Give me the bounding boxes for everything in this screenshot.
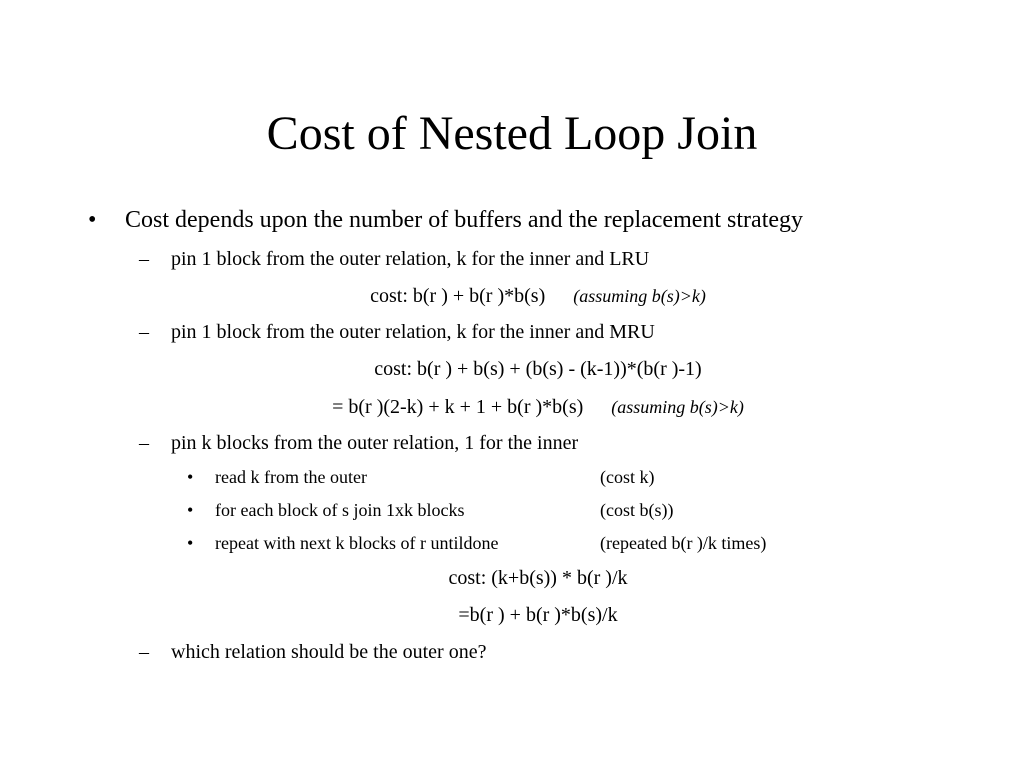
dash-marker-4: –: [139, 641, 149, 663]
pin-k-cost-formula: cost: (k+b(s)) * b(r )/k: [448, 567, 628, 589]
item-text: for each block of s join 1xk blocks: [215, 500, 465, 520]
lru-cost-formula: cost: b(r ) + b(r )*b(s): [370, 285, 546, 307]
dash-marker-2: –: [139, 321, 149, 343]
mru-cost-simplified: = b(r )(2-k) + k + 1 + b(r )*b(s): [332, 396, 584, 418]
sub-bullet-outer-question: which relation should be the outer one?: [171, 641, 487, 663]
sub-bullet-pin-k: pin k blocks from the outer relation, 1 for the inner: [171, 432, 579, 454]
item-text: repeat with next k blocks of r untildone: [215, 533, 499, 553]
item-bullet-marker: •: [187, 500, 194, 520]
main-bullet-marker: •: [88, 207, 97, 233]
mru-cost-line-2: [0, 394, 1024, 420]
lru-assumption-note: (assuming b(s)>k): [573, 286, 706, 306]
item-text: read k from the outer: [215, 467, 367, 487]
dash-marker-3: –: [139, 432, 149, 454]
mru-assumption-note: (assuming b(s)>k): [611, 397, 744, 417]
item-bullet-marker: •: [187, 533, 194, 553]
item-cost: (cost b(s)): [600, 500, 674, 520]
pin-k-cost-simplified: =b(r ) + b(r )*b(s)/k: [458, 604, 618, 626]
item-bullet-marker: •: [187, 467, 194, 487]
lru-cost-line: [0, 283, 1024, 309]
item-cost: (repeated b(r )/k times): [600, 533, 767, 553]
sub-bullet-mru: pin 1 block from the outer relation, k for the inner and MRU: [171, 321, 655, 343]
slide-title: Cost of Nested Loop Join: [266, 107, 758, 160]
dash-marker-1: –: [139, 248, 149, 270]
sub-bullet-lru: pin 1 block from the outer relation, k for the inner and LRU: [171, 248, 650, 270]
item-cost: (cost k): [600, 467, 655, 487]
mru-cost-formula: cost: b(r ) + b(s) + (b(s) - (k-1))*(b(r )-1): [374, 358, 702, 380]
main-bullet-text: Cost depends upon the number of buffers and the replacement strategy: [125, 207, 804, 233]
